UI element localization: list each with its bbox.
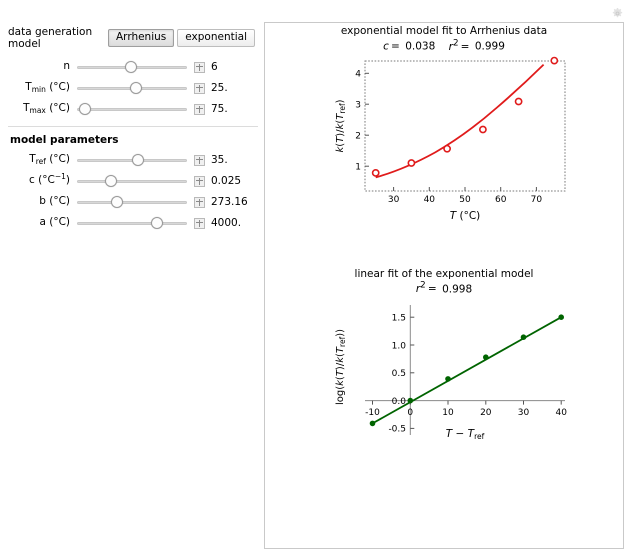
svg-text:0: 0: [407, 408, 414, 418]
svg-text:4: 4: [355, 69, 361, 80]
value-tmax: 75.: [211, 103, 228, 115]
data-generation-model-label: data generation model: [8, 26, 93, 50]
slider-track: [77, 201, 187, 204]
slider-track: [77, 222, 187, 225]
panel-divider: [8, 126, 258, 127]
expand-input-a[interactable]: [194, 218, 205, 229]
slider-thumb[interactable]: [125, 61, 137, 73]
slider-n[interactable]: [77, 60, 187, 74]
svg-text:3: 3: [355, 100, 361, 110]
chart2-plot: [265, 295, 625, 495]
graphics-pane: [264, 22, 624, 549]
svg-text:70: 70: [530, 194, 543, 205]
chart2-annotations: [265, 281, 623, 296]
svg-text:-0.5: -0.5: [388, 424, 406, 435]
data-generation-model-row: [8, 26, 258, 50]
svg-text:40: 40: [555, 408, 567, 418]
chart2-xlabel: T − Tref: [445, 428, 485, 441]
svg-text:20: 20: [480, 408, 492, 418]
slider-a[interactable]: [77, 216, 187, 230]
chart1-c-value: 0.038: [405, 40, 436, 53]
svg-text:1: 1: [355, 162, 361, 172]
chart1-xlabel: T (°C): [449, 209, 481, 222]
value-n: 6: [211, 61, 218, 73]
chart1-ylabel: k(T)/k(Tref): [335, 99, 347, 152]
chart1-title: exponential model fit to Arrhenius data: [340, 25, 548, 37]
svg-text:-10: -10: [365, 408, 380, 418]
expand-input-n[interactable]: [194, 62, 205, 73]
label-a: a (°C): [39, 216, 70, 229]
label-tref: $T_{ref}$ (°C): [29, 153, 70, 167]
expand-input-c[interactable]: [194, 176, 205, 187]
chart2-r2-label: $r^2$ =: [415, 280, 439, 295]
data-generation-model-buttons: [108, 29, 258, 48]
slider-track: [77, 180, 187, 183]
chart2-ylabel: log(k(T)/k(Tref)): [335, 328, 347, 406]
chart1-annotations: [265, 38, 623, 53]
svg-text:10: 10: [442, 408, 454, 418]
svg-text:30: 30: [387, 194, 400, 205]
button-exponential[interactable]: exponential: [177, 29, 255, 48]
expand-input-b[interactable]: [194, 197, 205, 208]
setter-row-tref: [8, 150, 258, 170]
svg-text:1.0: 1.0: [391, 341, 406, 352]
slider-b[interactable]: [77, 195, 187, 209]
label-n: n: [63, 60, 70, 73]
chart1-plot: [265, 53, 625, 243]
svg-text:0.0: 0.0: [391, 396, 406, 407]
slider-tmin[interactable]: [77, 81, 187, 95]
slider-thumb[interactable]: [151, 217, 163, 229]
slider-thumb[interactable]: [105, 175, 117, 187]
chart1-r2-value: 0.999: [474, 40, 505, 53]
svg-text:40: 40: [423, 194, 436, 205]
setter-row-c: [8, 171, 258, 191]
svg-text:50: 50: [459, 194, 471, 205]
chart2-r2-value: 0.998: [442, 283, 473, 295]
slider-track: [77, 108, 187, 111]
chart1-r2-label: $r^2$ =: [448, 38, 472, 53]
value-tmin: 25.: [211, 82, 228, 94]
svg-text:60: 60: [494, 194, 507, 205]
chart1-c-label: c =: [383, 40, 402, 53]
value-tref: 35.: [211, 154, 228, 166]
gear-icon[interactable]: [611, 7, 624, 20]
setter-row-tmax: [8, 99, 258, 119]
setter-row-tmin: [8, 78, 258, 98]
label-tmin: $T_{min}$ (°C): [25, 81, 70, 95]
button-arrhenius[interactable]: Arrhenius: [108, 29, 174, 48]
slider-tref[interactable]: [77, 153, 187, 167]
value-b: 273.16: [211, 196, 248, 208]
svg-text:30: 30: [517, 408, 530, 418]
slider-tmax[interactable]: [77, 102, 187, 116]
slider-c[interactable]: [77, 174, 187, 188]
setter-row-a: [8, 213, 258, 233]
label-tmax: $T_{max}$ (°C): [23, 102, 70, 116]
model-parameters-header: model parameters: [10, 134, 119, 146]
label-b: b (°C): [39, 195, 70, 208]
expand-input-tmin[interactable]: [194, 83, 205, 94]
label-c: c $(^\circ C^{-1})$: [29, 172, 70, 187]
slider-thumb[interactable]: [132, 154, 144, 166]
expand-input-tref[interactable]: [194, 155, 205, 166]
setter-row-b: [8, 192, 258, 212]
slider-thumb[interactable]: [111, 196, 123, 208]
control-panel: [8, 26, 258, 234]
svg-text:0.5: 0.5: [391, 369, 406, 380]
chart2-title: linear fit of the exponential model: [354, 267, 534, 280]
svg-text:1.5: 1.5: [391, 313, 406, 324]
slider-thumb[interactable]: [79, 103, 91, 115]
value-a: 4000.: [211, 217, 242, 229]
expand-input-tmax[interactable]: [194, 104, 205, 115]
slider-thumb[interactable]: [130, 82, 142, 94]
svg-text:2: 2: [355, 131, 361, 141]
setter-row-n: [8, 57, 258, 77]
value-c: 0.025: [211, 175, 242, 187]
